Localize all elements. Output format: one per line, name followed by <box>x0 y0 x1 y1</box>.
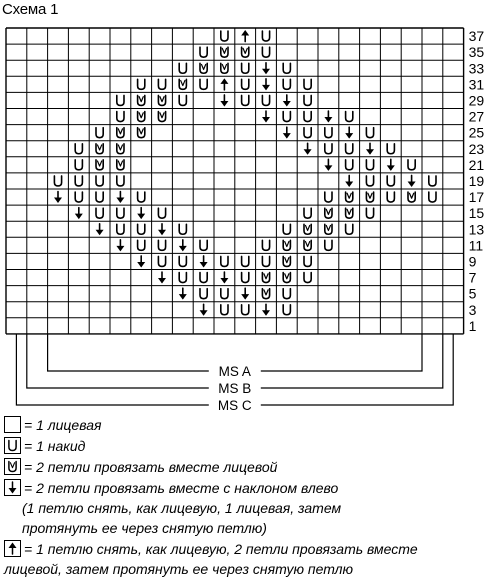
yarn-over-symbol <box>304 95 311 105</box>
yarn-over-symbol <box>200 273 207 283</box>
legend-item-sk2p <box>4 538 498 559</box>
chart-title: Схема 1 <box>2 1 59 18</box>
ssk-symbol <box>283 127 291 138</box>
ssk-symbol <box>366 143 374 155</box>
legend-symbol-yarn-over <box>4 437 21 454</box>
row-number: 37 <box>468 28 485 45</box>
yarn-over-symbol <box>304 256 311 266</box>
k2tog-symbol <box>366 192 373 202</box>
legend-symbol-k2tog <box>4 458 21 475</box>
row-number: 5 <box>468 285 477 302</box>
yarn-over-symbol <box>158 256 165 266</box>
legend-ssk-symbol <box>9 482 17 494</box>
yarn-over-symbol <box>242 256 249 266</box>
ssk-symbol <box>241 288 249 300</box>
yarn-over-symbol <box>283 289 290 299</box>
yarn-over-symbol <box>346 160 353 170</box>
k2tog-symbol <box>325 208 332 218</box>
yarn-over-symbol <box>138 79 145 89</box>
k2tog-symbol <box>221 47 228 57</box>
k2tog-symbol <box>262 289 269 299</box>
k2tog-symbol <box>221 63 228 73</box>
yarn-over-symbol <box>179 256 186 266</box>
ssk-symbol <box>304 143 312 155</box>
yarn-over-symbol <box>221 289 228 299</box>
k2tog-symbol <box>179 79 186 89</box>
ssk-symbol <box>262 304 270 316</box>
k2tog-symbol <box>138 112 145 122</box>
yarn-over-symbol <box>158 240 165 250</box>
yarn-over-symbol <box>179 273 186 283</box>
ssk-symbol <box>262 63 270 75</box>
row-number: 25 <box>468 124 485 141</box>
row-number: 1 <box>468 317 477 334</box>
ssk-symbol <box>283 95 291 107</box>
yarn-over-symbol <box>283 79 290 89</box>
yarn-over-symbol <box>387 144 394 154</box>
repeat-label: MS B <box>218 381 252 396</box>
ssk-symbol <box>200 256 208 268</box>
ssk-symbol <box>324 159 332 171</box>
legend-text-ssk-note-1: (1 петлю снять, как лицевую, 1 лицевая, затем <box>22 500 342 516</box>
ssk-symbol <box>408 175 416 187</box>
ssk-symbol <box>179 288 187 300</box>
ssk-symbol <box>345 127 353 138</box>
chart-legend <box>4 414 498 579</box>
yarn-over-symbol <box>366 208 373 218</box>
row-number: 35 <box>468 44 485 61</box>
legend-text-k2tog: = 2 петли провязать вместе лицевой <box>24 458 278 475</box>
ssk-symbol <box>96 224 104 236</box>
k2tog-symbol <box>408 192 415 202</box>
yarn-over-symbol <box>304 128 311 138</box>
legend-symbol-knit <box>4 416 21 433</box>
sk2p-symbol <box>220 78 228 90</box>
ssk-symbol <box>75 208 83 220</box>
yarn-over-symbol <box>408 160 415 170</box>
row-number: 3 <box>468 301 477 318</box>
k2tog-symbol <box>346 208 353 218</box>
row-number: 21 <box>468 156 485 173</box>
yarn-over-symbol <box>158 79 165 89</box>
yarn-over-symbol <box>387 192 394 202</box>
repeat-bracket-ms-a <box>48 334 422 379</box>
yarn-over-symbol <box>117 176 124 186</box>
ssk-symbol <box>137 256 145 268</box>
k2tog-symbol <box>283 240 290 250</box>
yarn-over-symbol <box>366 176 373 186</box>
row-number: 15 <box>468 205 485 222</box>
yarn-over-symbol <box>179 63 186 73</box>
yarn-over-symbol <box>117 95 124 105</box>
yarn-over-symbol <box>221 31 228 41</box>
k2tog-symbol <box>96 144 103 154</box>
yarn-over-symbol <box>96 176 103 186</box>
ssk-symbol <box>179 240 187 252</box>
row-number: 31 <box>468 76 485 93</box>
yarn-over-symbol <box>283 63 290 73</box>
yarn-over-symbol <box>429 192 436 202</box>
legend-sk2p-symbol <box>9 543 17 555</box>
ssk-symbol <box>158 224 166 236</box>
legend-symbol-ssk <box>4 479 21 496</box>
yarn-over-symbol <box>262 240 269 250</box>
repeat-label: MS C <box>217 398 252 413</box>
ssk-symbol <box>345 175 353 187</box>
row-number: 11 <box>468 237 484 254</box>
k2tog-symbol <box>283 256 290 266</box>
yarn-over-symbol <box>242 79 249 89</box>
yarn-over-symbol <box>242 95 249 105</box>
yarn-over-symbol <box>158 208 165 218</box>
yarn-over-symbol <box>75 192 82 202</box>
k2tog-symbol <box>242 47 249 57</box>
ssk-symbol <box>137 208 145 220</box>
ssk-symbol <box>116 240 124 252</box>
legend-k2tog-symbol <box>9 462 16 472</box>
yarn-over-symbol <box>138 224 145 234</box>
legend-text-ssk-note-2: протянуть ее через снятую петлю) <box>22 520 267 536</box>
ssk-symbol <box>200 304 208 316</box>
k2tog-symbol <box>138 95 145 105</box>
k2tog-symbol <box>117 160 124 170</box>
yarn-over-symbol <box>221 256 228 266</box>
row-number: 27 <box>468 108 485 125</box>
yarn-over-symbol <box>117 208 124 218</box>
yarn-over-symbol <box>96 192 103 202</box>
yarn-over-symbol <box>117 224 124 234</box>
yarn-over-symbol <box>200 47 207 57</box>
yarn-over-symbol <box>200 289 207 299</box>
yarn-over-symbol <box>242 273 249 283</box>
k2tog-symbol <box>158 95 165 105</box>
yarn-over-symbol <box>179 95 186 105</box>
legend-symbol-sk2p <box>4 540 21 557</box>
yarn-over-symbol <box>75 144 82 154</box>
yarn-over-symbol <box>221 305 228 315</box>
legend-text-ssk: = 2 петли провязать вместе с наклоном влево <box>24 479 339 496</box>
k2tog-symbol <box>138 128 145 138</box>
row-number: 7 <box>468 269 477 286</box>
row-number: 9 <box>468 253 477 270</box>
legend-item-yarn-over <box>4 435 498 456</box>
k2tog-symbol <box>346 192 353 202</box>
yarn-over-symbol <box>117 112 124 122</box>
k2tog-symbol <box>96 160 103 170</box>
yarn-over-symbol <box>346 224 353 234</box>
yarn-over-symbol <box>138 192 145 202</box>
k2tog-symbol <box>117 128 124 138</box>
yarn-over-symbol <box>200 79 207 89</box>
k2tog-symbol <box>117 144 124 154</box>
yarn-over-symbol <box>54 176 61 186</box>
ssk-symbol <box>324 111 332 123</box>
yarn-over-symbol <box>387 176 394 186</box>
legend-text-knit: = 1 лицевая <box>24 416 102 433</box>
legend-yarn-over-symbol <box>9 441 16 451</box>
ssk-symbol <box>387 159 395 171</box>
yarn-over-symbol <box>325 144 332 154</box>
legend-item-knit <box>4 414 498 435</box>
ssk-symbol <box>262 79 270 91</box>
legend-text-sk2p-note: лицевой, затем протянуть ее через снятую петлю <box>4 561 353 577</box>
ssk-symbol <box>220 95 228 107</box>
k2tog-symbol <box>325 224 332 234</box>
yarn-over-symbol <box>262 256 269 266</box>
yarn-over-symbol <box>346 144 353 154</box>
yarn-over-symbol <box>304 79 311 89</box>
yarn-over-symbol <box>304 208 311 218</box>
yarn-over-symbol <box>346 112 353 122</box>
row-number: 17 <box>468 189 485 206</box>
yarn-over-symbol <box>138 240 145 250</box>
yarn-over-symbol <box>262 95 269 105</box>
yarn-over-symbol <box>429 176 436 186</box>
ssk-symbol <box>262 111 270 123</box>
yarn-over-symbol <box>366 160 373 170</box>
legend-text-yarn-over: = 1 накид <box>24 437 86 454</box>
k2tog-symbol <box>262 273 269 283</box>
repeat-label: MS A <box>218 364 251 379</box>
ssk-symbol <box>220 272 228 284</box>
yarn-over-symbol <box>366 128 373 138</box>
yarn-over-symbol <box>262 47 269 57</box>
row-number: 23 <box>468 140 485 157</box>
yarn-over-symbol <box>242 305 249 315</box>
yarn-over-symbol <box>304 112 311 122</box>
yarn-over-symbol <box>242 63 249 73</box>
yarn-over-symbol <box>75 176 82 186</box>
legend-item-k2tog <box>4 456 498 477</box>
yarn-over-symbol <box>283 305 290 315</box>
k2tog-symbol <box>200 63 207 73</box>
k2tog-symbol <box>283 273 290 283</box>
yarn-over-symbol <box>283 224 290 234</box>
yarn-over-symbol <box>96 128 103 138</box>
yarn-over-symbol <box>325 240 332 250</box>
yarn-over-symbol <box>325 192 332 202</box>
row-number: 29 <box>468 92 485 109</box>
ssk-symbol <box>116 192 124 204</box>
yarn-over-symbol <box>325 128 332 138</box>
row-number: 33 <box>468 60 485 77</box>
ssk-symbol <box>54 192 62 204</box>
k2tog-symbol <box>304 224 311 234</box>
yarn-over-symbol <box>304 273 311 283</box>
yarn-over-symbol <box>200 240 207 250</box>
legend-text-sk2p: = 1 петлю снять, как лицевую, 2 петли провязать вместе <box>24 540 418 557</box>
yarn-over-symbol <box>75 160 82 170</box>
row-number: 13 <box>468 221 485 238</box>
yarn-over-symbol <box>96 208 103 218</box>
sk2p-symbol <box>241 30 249 42</box>
row-number: 19 <box>468 172 485 189</box>
yarn-over-symbol <box>283 112 290 122</box>
k2tog-symbol <box>304 240 311 250</box>
k2tog-symbol <box>158 112 165 122</box>
yarn-over-symbol <box>262 31 269 41</box>
legend-item-ssk <box>4 477 498 498</box>
yarn-over-symbol <box>179 224 186 234</box>
ssk-symbol <box>158 272 166 284</box>
